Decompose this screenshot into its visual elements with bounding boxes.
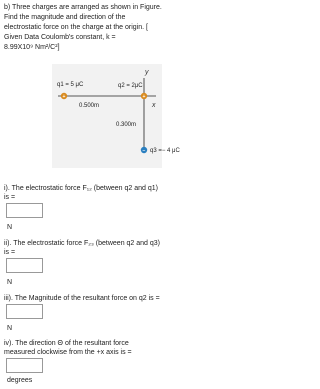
question-4-answer-input[interactable] — [6, 358, 43, 373]
problem-intro-line-1: b) Three charges are arranged as shown in Figure. — [4, 4, 162, 11]
question-3-answer-input[interactable] — [6, 304, 43, 319]
q2-label: q2 = 2μC — [118, 83, 143, 89]
question-1-unit: N — [7, 224, 13, 231]
problem-intro-line-2: Find the magnitude and direction of the — [4, 14, 126, 21]
q1-sign: + — [62, 94, 66, 100]
problem-intro-line-4: Given Data Coulomb's constant, k = — [4, 34, 116, 41]
question-2-answer-input[interactable] — [6, 258, 43, 273]
distance-x-label: 0.500m — [79, 103, 100, 109]
distance-y-label: 0.300m — [116, 122, 137, 128]
x-axis-label: x — [152, 102, 156, 109]
problem-intro-line-3: electrostatic force on the charge at the origin. [ — [4, 24, 148, 31]
question-1-prompt: i). The electrostatic force F₁₂ (between q2 and q1) — [4, 185, 158, 192]
question-2-prompt: ii). The electrostatic force F₂₃ (between q2 and q3) — [4, 240, 161, 247]
question-4-prompt-cont: measured clockwise from the +x axis is = — [4, 349, 132, 356]
charge-diagram — [52, 64, 180, 168]
q2-sign: + — [142, 94, 146, 100]
q3-label: q3 =− 4 μC — [150, 148, 180, 154]
y-axis-label: y — [145, 69, 149, 76]
question-2-unit: N — [7, 279, 13, 286]
question-4-unit: degrees — [7, 377, 33, 384]
question-1-answer-input[interactable] — [6, 203, 43, 218]
question-4-prompt: iv). The direction Θ of the resultant force — [4, 340, 129, 347]
question-1-prompt-cont: is = — [4, 194, 16, 201]
problem-intro-line-5: 8.99X10⁹ Nm²/C²] — [4, 44, 60, 51]
question-3-prompt: iii). The Magnitude of the resultant force on q2 is = — [4, 295, 160, 302]
q1-label: q1 = 5 μC — [57, 82, 84, 88]
q3-sign: − — [142, 148, 146, 154]
question-3-unit: N — [7, 325, 13, 332]
question-2-prompt-cont: is = — [4, 249, 16, 256]
